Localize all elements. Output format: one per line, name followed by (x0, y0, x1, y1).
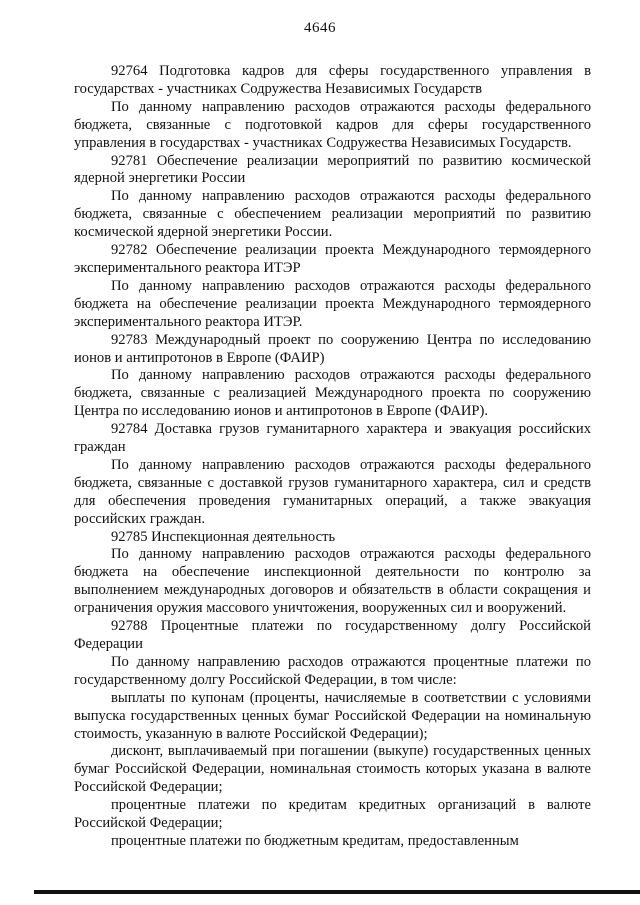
heading-92784: 92784 Доставка грузов гуманитарного характера и эвакуация российских граждан (74, 421, 591, 456)
paragraph-92764-description: По данному направлению расходов отражаются расходы федерального бюджета, связанные с подготовкой кадров для сферы государственного управления в государствах - участниках Содружества Независимых Государств. (74, 98, 591, 151)
paragraph-92781-description: По данному направлению расходов отражаются расходы федерального бюджета, связанные с обеспечением реализации мероприятий по развитию космической ядерной энергетики России. (74, 188, 591, 241)
list-item-coupon-payments: выплаты по купонам (проценты, начисляемые в соответствии с условиями выпуска государственных ценных бумаг Российской Федерации на номинальную стоимость, указанную в валюте Российской Федерации); (74, 689, 591, 742)
list-item-budget-credit-interest: процентные платежи по бюджетным кредитам, предоставленным (111, 832, 519, 849)
page-number: 4646 (304, 20, 336, 36)
heading-92788: 92788 Процентные платежи по государственному долгу Российской Федерации (74, 618, 591, 652)
list-item-credit-interest: процентные платежи по кредитам кредитных организаций в валюте Российской Федерации; (74, 797, 591, 832)
paragraph-92788-description: По данному направлению расходов отражаются процентные платежи по государственному долгу Российской Федерации, в том числе: (74, 653, 591, 688)
paragraph-92785-description: По данному направлению расходов отражаются расходы федерального бюджета на обеспечение инспекционной деятельности по контролю за выполнением международных договоров и обязательств в области сокращения и ограничения оружия массового уничтожения, вооруженных сил и вооружений. (74, 546, 591, 617)
heading-92782: 92782 Обеспечение реализации проекта Международного термоядерного экспериментального реактора ИТЭР (74, 242, 591, 276)
heading-92783: 92783 Международный проект по сооружению Центра по исследованию ионов и антипротонов в Европе (ФАИР) (74, 331, 591, 366)
heading-92781: 92781 Обеспечение реализации мероприятий по развитию космической ядерной энергетики России (74, 152, 591, 187)
heading-92785: 92785 Инспекционная деятельность (111, 528, 336, 545)
bottom-scan-border (34, 890, 640, 894)
document-body (74, 63, 591, 851)
paragraph-92782-description: По данному направлению расходов отражаются расходы федерального бюджета на обеспечение реализации проекта Международного термоядерного экспериментального реактора ИТЭР. (74, 277, 591, 330)
list-item-discount: дисконт, выплачиваемый при погашении (выкупе) государственных ценных бумаг Российской Федерации, номинальная стоимость которых указана в валюте Российской Федерации; (74, 743, 591, 796)
paragraph-92784-description: По данному направлению расходов отражаются расходы федерального бюджета, связанные с доставкой грузов гуманитарного характера, сил и средств для обеспечения проведения гуманитарных операций, а также эвакуация российских граждан. (74, 456, 591, 527)
paragraph-92783-description: По данному направлению расходов отражаются расходы федерального бюджета, связанные с реализацией Международного проекта по сооружению Центра по исследованию ионов и антипротонов в Европе (ФАИР). (74, 367, 591, 420)
heading-92764: 92764 Подготовка кадров для сферы государственного управления в государствах - участниках Содружества Независимых Государств (74, 63, 591, 97)
